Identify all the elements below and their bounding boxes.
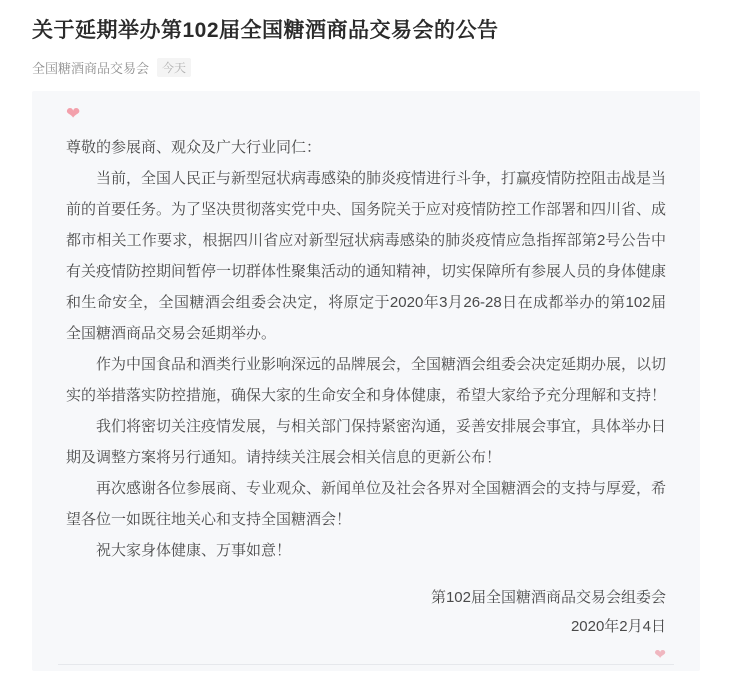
signature-date: 2020年2月4日	[570, 618, 666, 635]
heart-icon-top: ❤	[66, 104, 81, 123]
article-source: 全国糖酒商品交易会	[32, 61, 150, 76]
article-meta	[32, 52, 700, 91]
body-paragraph: 当前，全国人民正与新型冠状病毒感染的肺炎疫情进行斗争，打赢疫情防控阻击战是当前的首要任务。为了坚决贯彻落实党中央、国务院关于应对疫情防控工作部署和四川省、成都市相关工作要求，根据四川省应对新型冠状病毒感染的肺炎疫情应急指挥部第2号公告中有关疫情防控期间暂停一切群体性聚集活动的通知精神，切实保障所有参展人员的身体健康和生命安全，全国糖酒会组委会决定，将原定于2020年3月26-28日在成都举办的第102届全国糖酒商品交易会延期举办。	[66, 170, 667, 342]
body-paragraph: 再次感谢各位参展商、专业观众、新闻单位及社会各界对全国糖酒会的支持与厚爱，希望各位一如既往地关心和支持全国糖酒会！	[66, 480, 667, 528]
body-paragraph: 我们将密切关注疫情发展，与相关部门保持紧密沟通，妥善安排展会事宜，具体举办日期及调整方案将另行通知。请持续关注展会相关信息的更新公布！	[66, 418, 667, 466]
page-title: 关于延期举办第102届全国糖酒商品交易会的公告	[32, 19, 499, 42]
body-paragraph: 作为中国食品和酒类行业影响深远的品牌展会，全国糖酒会组委会决定延期办展，以切实的举措落实防控措施，确保大家的生命安全和身体健康，希望大家给予充分理解和支持！	[66, 356, 667, 404]
article-timestamp: 今天	[157, 58, 191, 77]
body-paragraph: 祝大家身体健康、万事如意！	[96, 542, 292, 559]
article-body-card	[32, 91, 700, 671]
heart-icon-bottom: ❤	[654, 646, 666, 662]
signature: 第102届全国糖酒商品交易会组委会	[430, 589, 666, 606]
card-divider	[58, 664, 674, 665]
salutation: 尊敬的参展商、观众及广大行业同仁：	[66, 139, 322, 156]
